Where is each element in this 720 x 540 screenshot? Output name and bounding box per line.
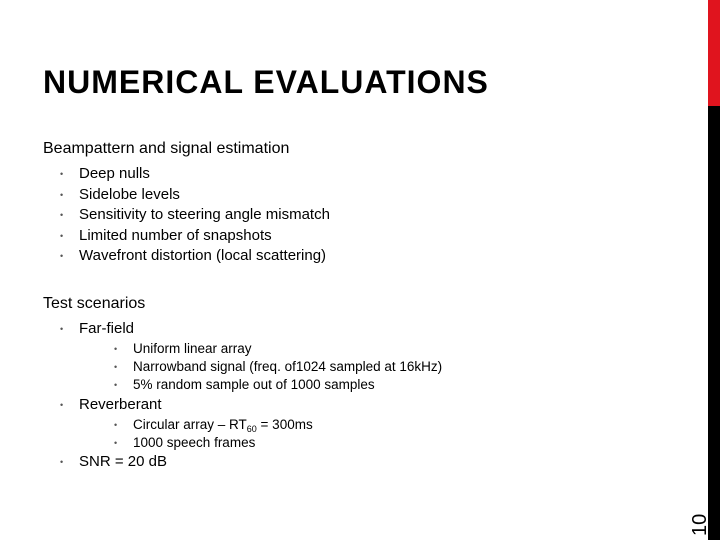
list-item: • Uniform linear array bbox=[114, 341, 252, 356]
list-item: • Limited number of snapshots bbox=[60, 226, 330, 247]
beampattern-bullet-list bbox=[60, 164, 330, 267]
list-item: • Narrowband signal (freq. of1024 sampled at 16kHz) bbox=[114, 359, 443, 374]
far-field-list bbox=[60, 319, 134, 340]
section-heading-beampattern: Beampattern and signal estimation bbox=[43, 140, 290, 157]
bullet-marker: • bbox=[60, 457, 64, 467]
bullet-marker: • bbox=[60, 400, 64, 410]
slide-title: NUMERICAL EVALUATIONS bbox=[43, 64, 489, 100]
bullet-marker: • bbox=[114, 380, 118, 390]
bullet-marker: • bbox=[60, 210, 64, 220]
bullet-marker: • bbox=[114, 420, 118, 430]
list-item-far-field: • Far-field bbox=[60, 319, 134, 340]
bullet-marker: • bbox=[60, 251, 64, 261]
page-number: 10 bbox=[689, 513, 711, 536]
list-item: • Deep nulls bbox=[60, 164, 330, 185]
list-item: • 5% random sample out of 1000 samples bbox=[114, 377, 375, 392]
bullet-marker: • bbox=[60, 230, 64, 241]
list-item-snr: • SNR = 20 dB bbox=[60, 452, 167, 473]
far-field-sub-list bbox=[114, 340, 442, 394]
list-item bbox=[114, 416, 313, 434]
bullet-marker: • bbox=[114, 438, 118, 448]
section-heading-test-scenarios: Test scenarios bbox=[43, 295, 146, 312]
list-item: • Wavefront distortion (local scattering) bbox=[60, 246, 330, 267]
list-item-reverberant: • Reverberant bbox=[60, 395, 162, 416]
reverberant-sub-list bbox=[114, 416, 313, 452]
bullet-marker: • bbox=[60, 169, 64, 179]
bullet-marker: • bbox=[114, 362, 118, 372]
side-accent-bar-top bbox=[708, 0, 720, 106]
bullet-marker: • bbox=[60, 324, 64, 334]
list-item: • Sensitivity to steering angle mismatch bbox=[60, 205, 330, 226]
list-item: • 1000 speech frames bbox=[114, 435, 256, 450]
list-item: • Sidelobe levels bbox=[60, 185, 330, 206]
circular-array-text: Circular array – $RT_{60} = 300ms$ bbox=[133, 417, 313, 434]
reverberant-list bbox=[60, 395, 162, 416]
snr-list bbox=[60, 452, 167, 473]
bullet-marker: • bbox=[114, 344, 118, 354]
bullet-marker: • bbox=[60, 189, 64, 200]
